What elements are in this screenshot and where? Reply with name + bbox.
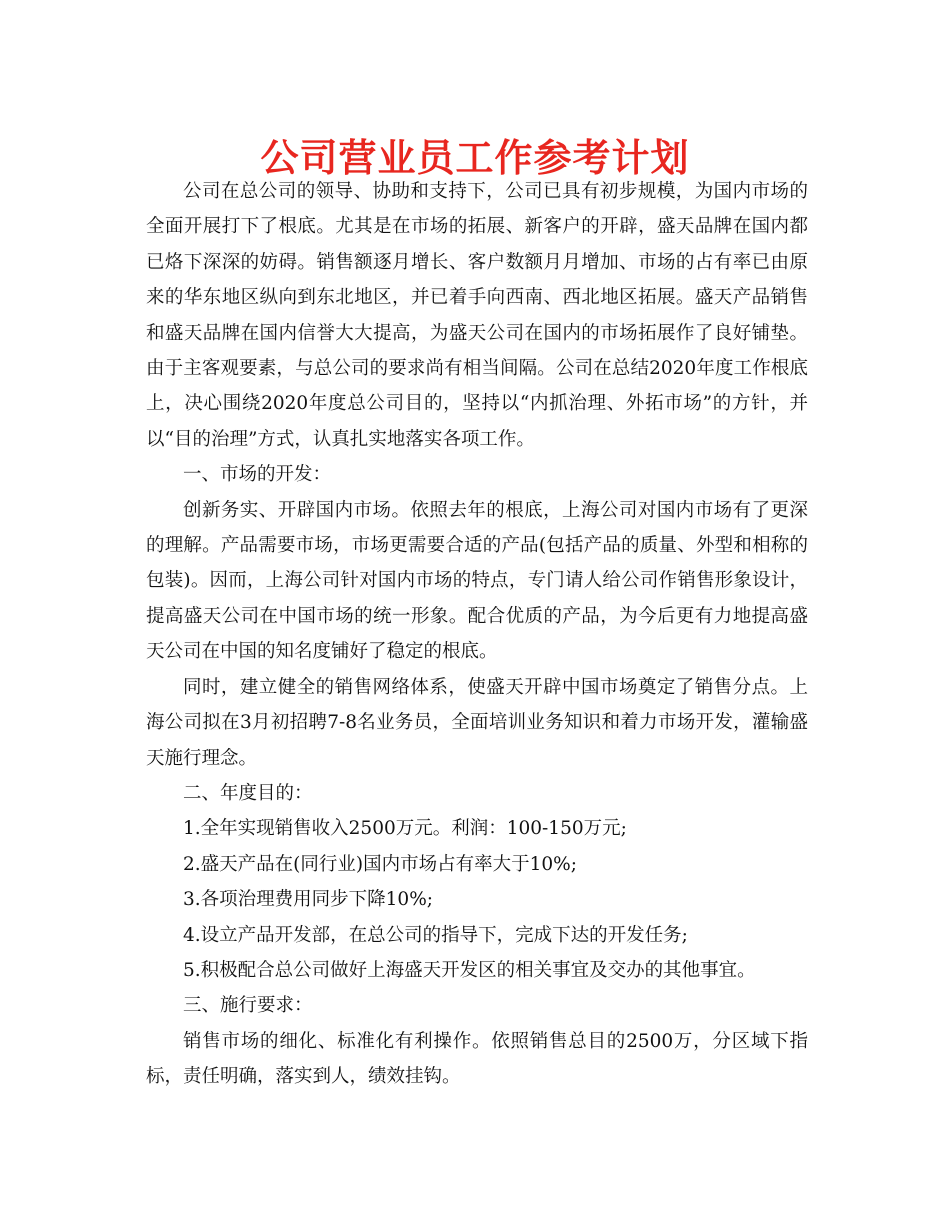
goal-item-4: 4.设立产品开发部，在总公司的指导下，完成下达的开发任务; (183, 924, 688, 946)
goal-item-1: 1.全年实现销售收入2500万元。利润：100-150万元; (183, 818, 627, 840)
paragraph-market-development: 创新务实、开辟国内市场。依照去年的根底，上海公司对国内市场有了更深的理解。产品需要市场，市场更需要合适的产品(包括产品的质量、外型和相称的包装)。因而，上海公司针对国内市场的特点，专门请人给公司作销售形象设计，提高盛天公司在中国市场的统一形象。配合优质的产品，为今后更有力地提高盛天公司在中国的知名度铺好了稳定的根底。 (146, 499, 808, 663)
document-title: 公司营业员工作参考计划 (260, 136, 690, 180)
section-heading-annual-goals: 二、年度目的： (183, 782, 313, 804)
goal-item-2: 2.盛天产品在(同行业)国内市场占有率大于10%; (183, 853, 577, 875)
section-heading-market-development: 一、市场的开发： (183, 464, 332, 486)
document-body (146, 174, 808, 1095)
paragraph-sales-network: 同时，建立健全的销售网络体系，使盛天开辟中国市场奠定了销售分点。上海公司拟在3月初招聘7-8名业务员，全面培训业务知识和着力市场开发，灌输盛天施行理念。 (146, 676, 808, 769)
goal-item-3: 3.各项治理费用同步下降10%; (183, 889, 434, 911)
paragraph-intro: 公司在总公司的领导、协助和支持下，公司已具有初步规模，为国内市场的全面开展打下了根底。尤其是在市场的拓展、新客户的开辟，盛天品牌在国内都已烙下深深的妨碍。销售额逐月增长、客户数额月月增加、市场的占有率已由原来的华东地区纵向到东北地区，并已着手向西南、西北地区拓展。盛天产品销售和盛天品牌在国内信誉大大提高，为盛天公司在国内的市场拓展作了良好铺垫。由于主客观要素，与总公司的要求尚有相当间隔。公司在总结2020年度工作根底上，决心围绕2020年度总公司目的，坚持以“内抓治理、外拓市场”的方针，并以“目的治理”方式，认真扎实地落实各项工作。 (146, 181, 808, 450)
goal-item-5: 5.积极配合总公司做好上海盛天开发区的相关事宜及交办的其他事宜。 (183, 959, 756, 981)
section-heading-implementation: 三、施行要求： (183, 995, 313, 1017)
paragraph-implementation: 销售市场的细化、标准化有利操作。依照销售总目的2500万，分区域下指标，责任明确，落实到人，绩效挂钩。 (146, 1030, 808, 1088)
